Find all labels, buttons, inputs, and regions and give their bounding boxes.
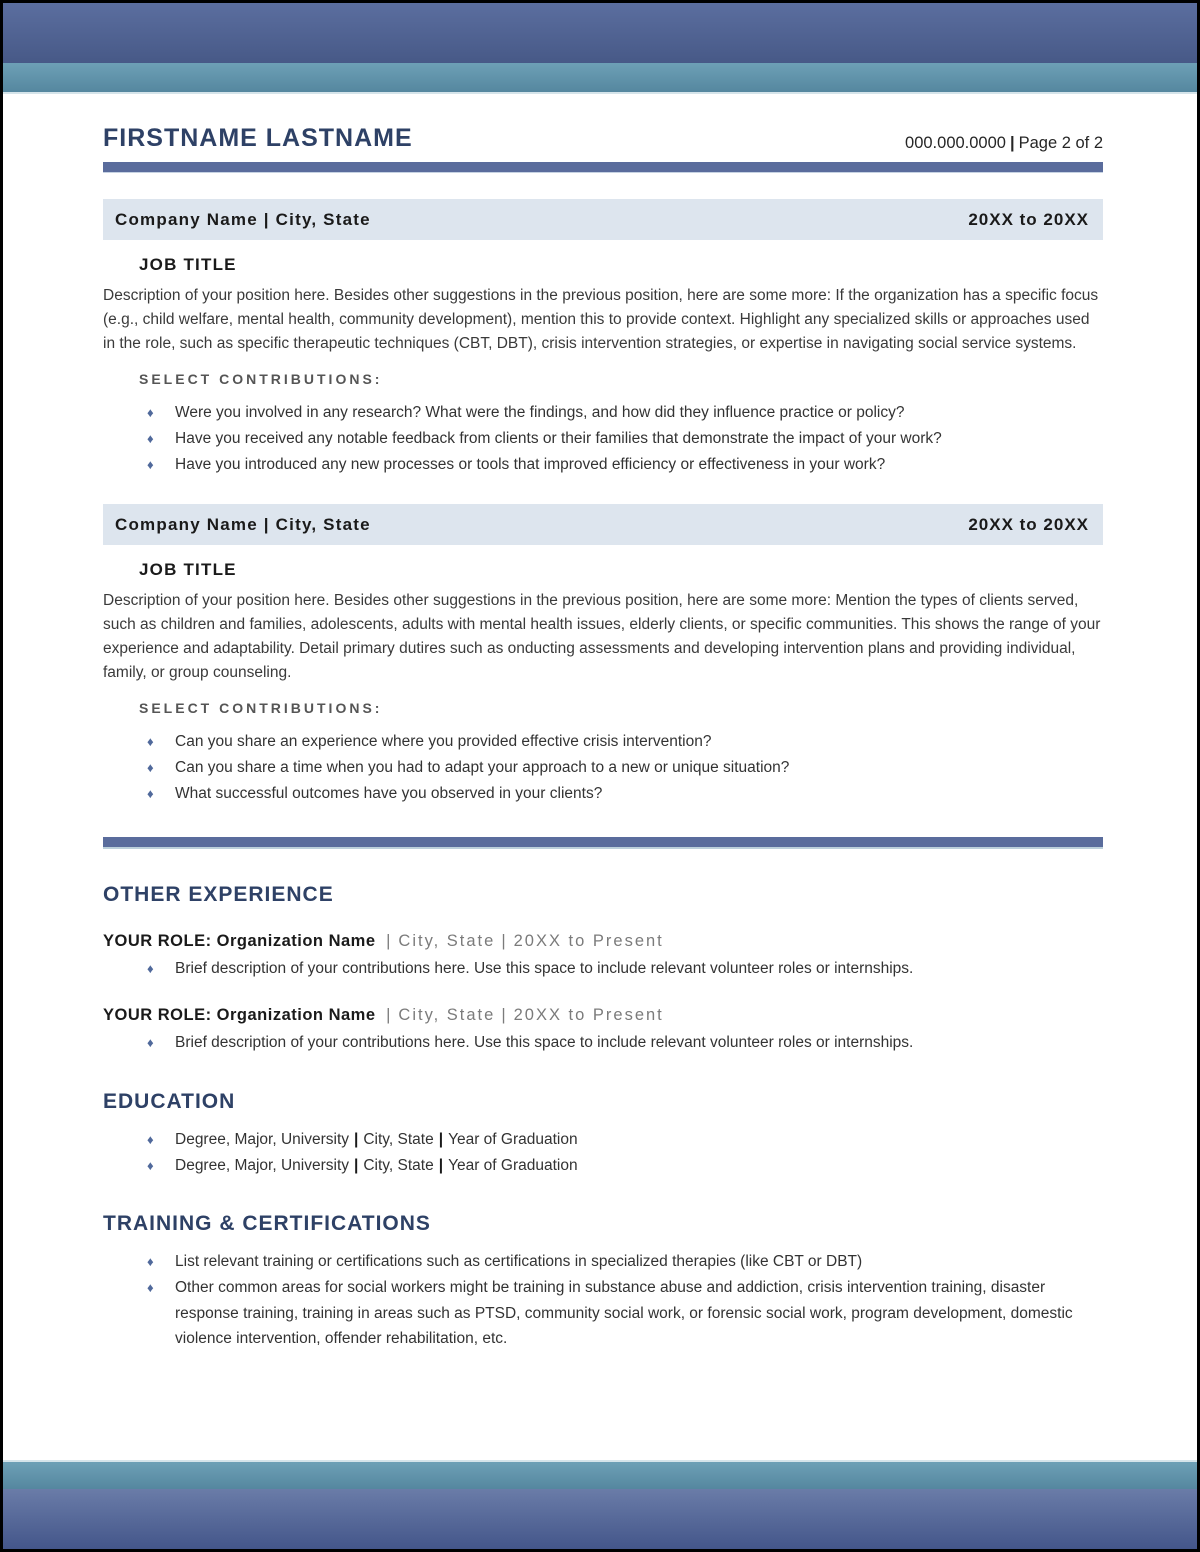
diamond-bullet-icon: ♦ (147, 734, 154, 749)
section-divider (103, 837, 1103, 849)
list-item (103, 1030, 1103, 1056)
contact-info (905, 134, 1103, 153)
list-item (103, 1249, 1103, 1275)
list-item (103, 781, 1103, 807)
job-title: JOB TITLE (139, 560, 237, 579)
pipe-separator: | (354, 1130, 359, 1148)
bottom-dark-band (3, 1489, 1197, 1549)
other-role-list (103, 1030, 1103, 1056)
job-title: JOB TITLE (139, 255, 237, 274)
degree-text: Degree, Major, University (175, 1156, 350, 1174)
page-content (103, 96, 1103, 1352)
diamond-bullet-icon: ♦ (147, 405, 154, 420)
job-description: Description of your position here. Besides other suggestions in the previous position, here are some more: Mention the types of clients served, such as children and families, adolescents, adults with mental health issues, elderly clients, or specific communities. This shows the range of your experience and adaptability. Detail primary dutires such as onducting assessments and developing intervention plans and providing individual, family, or group counseling. (103, 592, 1101, 681)
company-name: Company Name | City, State (115, 514, 371, 534)
diamond-bullet-icon: ♦ (147, 786, 154, 801)
bullet-text: Other common areas for social workers might be training in substance abuse and addiction, crisis intervention training, disaster response training, training in areas such as PTSD, community social work, or forensic social work, program development, domestic violence intervention, offender rehabilitation, etc. (175, 1279, 1073, 1347)
candidate-name: FIRSTNAME LASTNAME (103, 124, 413, 152)
pipe-separator: | (386, 931, 393, 950)
list-item (103, 426, 1103, 452)
pipe-separator: | (501, 931, 508, 950)
top-teal-band (3, 63, 1197, 94)
list-item (103, 1127, 1103, 1153)
top-dark-band (3, 3, 1197, 63)
diamond-bullet-icon: ♦ (147, 431, 154, 446)
graduation-year: Year of Graduation (448, 1156, 578, 1174)
training-heading: TRAINING & CERTIFICATIONS (103, 1212, 431, 1235)
role-meta (380, 932, 664, 950)
bullet-text: Have you introduced any new processes or tools that improved efficiency or effectiveness in your work? (175, 456, 886, 473)
employment-dates: 20XX to 20XX (968, 209, 1089, 229)
page-header (103, 124, 1103, 153)
other-role-list (103, 956, 1103, 982)
diamond-bullet-icon: ♦ (147, 1254, 154, 1269)
role-meta (380, 1006, 664, 1024)
pipe-separator: | (386, 1006, 393, 1024)
role-location: City, State (398, 1006, 496, 1024)
other-role (103, 932, 1103, 951)
bullet-text: Can you share an experience where you provided effective crisis intervention? (175, 733, 712, 750)
employment-dates: 20XX to 20XX (968, 514, 1089, 534)
pipe-separator: | (438, 1156, 444, 1174)
education-list (103, 1127, 1103, 1179)
pipe-separator: | (354, 1156, 359, 1174)
bullet-text: Brief description of your contributions here. Use this space to include relevant volunteer roles or internships. (175, 959, 914, 977)
role-dates: 20XX to Present (513, 1006, 664, 1024)
pipe-separator: | (501, 1006, 508, 1024)
contributions-label: SELECT CONTRIBUTIONS: (139, 371, 383, 387)
contributions-list (103, 400, 1103, 478)
company-name: Company Name | City, State (115, 209, 371, 229)
bullet-text: Were you involved in any research? What were the findings, and how did they influence practice or policy? (175, 404, 905, 421)
education-location: City, State (363, 1130, 434, 1148)
pipe-separator: | (438, 1130, 444, 1148)
bullet-text: Can you share a time when you had to adapt your approach to a new or unique situation? (175, 759, 790, 776)
diamond-bullet-icon: ♦ (147, 457, 154, 472)
contributions-list (103, 729, 1103, 807)
graduation-year: Year of Graduation (448, 1130, 578, 1148)
list-item (103, 729, 1103, 755)
diamond-bullet-icon: ♦ (147, 1157, 154, 1173)
list-item (103, 755, 1103, 781)
role-location: City, State (398, 931, 496, 950)
other-role (103, 1006, 1103, 1025)
role-label: YOUR ROLE: Organization Name (103, 931, 376, 950)
role-label: YOUR ROLE: Organization Name (103, 1006, 376, 1024)
phone-number: 000.000.0000 (905, 134, 1006, 152)
list-item (103, 1275, 1103, 1352)
list-item (103, 452, 1103, 478)
job-section (103, 504, 1103, 807)
degree-text: Degree, Major, University (175, 1130, 350, 1148)
other-experience-heading: OTHER EXPERIENCE (103, 882, 334, 906)
training-list (103, 1249, 1103, 1352)
diamond-bullet-icon: ♦ (147, 1131, 154, 1147)
list-item (103, 1153, 1103, 1179)
page-number: Page 2 of 2 (1018, 134, 1103, 152)
pipe-separator: | (1009, 134, 1015, 152)
bullet-text: Have you received any notable feedback from clients or their families that demonstrate the impact of your work? (175, 430, 942, 447)
list-item (103, 400, 1103, 426)
bullet-text: Brief description of your contributions here. Use this space to include relevant volunteer roles or internships. (175, 1034, 914, 1051)
role-dates: 20XX to Present (513, 931, 664, 950)
contributions-label: SELECT CONTRIBUTIONS: (139, 700, 383, 716)
diamond-bullet-icon: ♦ (147, 1280, 154, 1295)
job-section (103, 199, 1103, 478)
job-description: Description of your position here. Besides other suggestions in the previous position, here are some more: If the organization has a specific focus (e.g., child welfare, mental health, community development), mention this to provide context. Highlight any specialized skills or approaches used in the role, such as specific therapeutic techniques (CBT, DBT), crisis intervention strategies, or expertise in navigating social service systems. (103, 287, 1099, 352)
bullet-text: What successful outcomes have you observed in your clients? (175, 785, 603, 802)
bullet-text: List relevant training or certifications such as certifications in specialized therapies (like CBT or DBT) (175, 1253, 863, 1270)
education-heading: EDUCATION (103, 1089, 236, 1113)
company-header-bar (103, 504, 1103, 545)
diamond-bullet-icon: ♦ (147, 1035, 154, 1050)
header-divider (103, 162, 1103, 173)
company-header-bar (103, 199, 1103, 240)
list-item (103, 956, 1103, 982)
education-location: City, State (363, 1156, 434, 1174)
diamond-bullet-icon: ♦ (147, 960, 154, 976)
diamond-bullet-icon: ♦ (147, 760, 154, 775)
bottom-teal-band (3, 1460, 1197, 1489)
